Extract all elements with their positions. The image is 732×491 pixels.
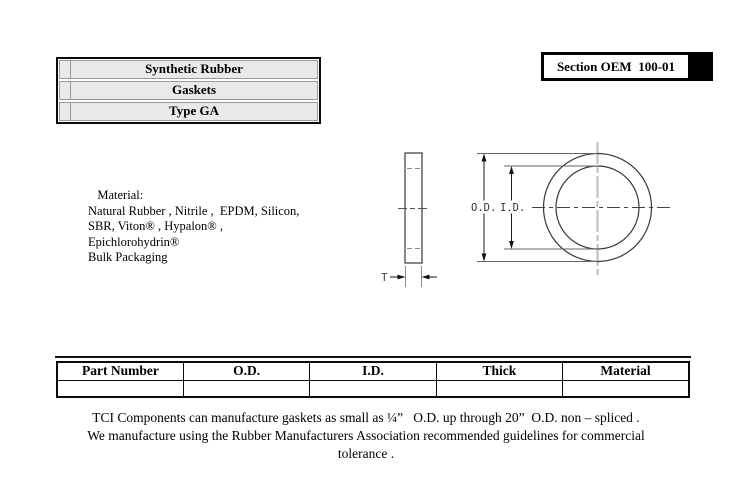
footer-line: We manufacture using the Rubber Manufacturers Association recommended guidelines for commercial [87, 428, 645, 443]
product-category: Gaskets [171, 82, 217, 97]
header-stub-cell [60, 61, 71, 78]
section-label: Section OEM 100-01 [544, 55, 688, 78]
material-line: SBR, Viton® , Hypalon® , [88, 219, 224, 233]
footer-line: TCI Components can manufacture gaskets as small as ¼” O.D. up through 20” O.D. non – spliced . [92, 410, 640, 425]
footer-line: tolerance . [337, 446, 395, 461]
material-line: Natural Rubber , Nitrile , EPDM, Silicon, [88, 203, 300, 218]
horizontal-rule [55, 356, 691, 358]
outer-diameter-label: O.D. [471, 202, 497, 214]
gasket-side-view [398, 153, 429, 263]
column-header-od: O.D. [183, 362, 309, 380]
product-line-title: Synthetic Rubber [145, 61, 243, 76]
table-row [59, 102, 318, 121]
cell-od [183, 380, 309, 397]
parts-table [56, 361, 690, 398]
cell-thick [436, 380, 562, 397]
parts-table-header-row [57, 362, 689, 380]
thickness-dimension [381, 266, 437, 287]
material-heading: Material: [88, 188, 144, 202]
header-stub-cell [60, 82, 71, 99]
thickness-label: T [381, 271, 388, 284]
gasket-technical-drawing [375, 135, 690, 300]
cell-part-number [57, 380, 183, 397]
footer-note [0, 409, 732, 463]
material-line: Epichlorohydrin® [88, 234, 180, 249]
product-header-table [56, 57, 321, 124]
cell-id [310, 380, 436, 397]
column-header-material: Material [563, 362, 689, 380]
product-type: Type GA [169, 103, 219, 118]
cell-material [563, 380, 689, 397]
column-header-id: I.D. [310, 362, 436, 380]
header-stub-cell [60, 103, 71, 120]
column-header-part-number: Part Number [57, 362, 183, 380]
section-label-box [541, 52, 713, 81]
column-header-thick: Thick [436, 362, 562, 380]
table-row [57, 380, 689, 397]
table-row [59, 81, 318, 100]
material-line: Bulk Packaging [88, 250, 168, 264]
material-block [88, 188, 348, 266]
table-row [59, 60, 318, 79]
inner-diameter-label: I.D. [500, 202, 526, 214]
